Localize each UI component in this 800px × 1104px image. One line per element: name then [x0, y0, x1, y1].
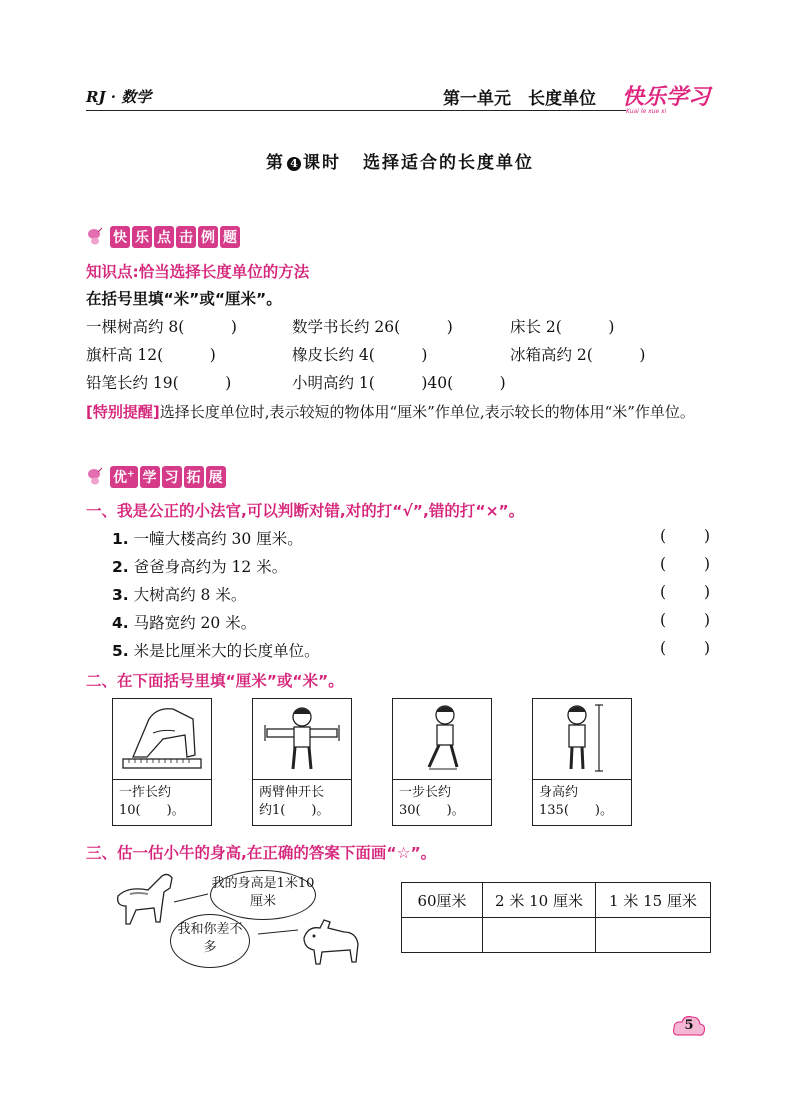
judge-text: 米是比厘米大的长度单位。 — [133, 642, 320, 660]
paren-close: ) — [703, 527, 710, 545]
picture-caption-line: 一步长约 — [399, 785, 452, 800]
header-subject: RJ · 数学 — [86, 88, 152, 106]
picture-caption-line: 30( )。 — [399, 803, 465, 818]
arm-span-illustration — [253, 699, 351, 780]
special-reminder-label: [特别提醒] — [86, 403, 160, 421]
picture-caption-line: 一拃长约 — [119, 785, 172, 800]
page-number-badge — [672, 1013, 706, 1039]
paren-open: ( — [660, 583, 667, 601]
judge-item — [112, 527, 303, 549]
judge-text: 大树高约 8 米。 — [133, 586, 247, 604]
horse-icon — [118, 874, 172, 924]
lesson-title — [0, 148, 800, 173]
picture-box-height — [532, 698, 632, 826]
banner-char — [110, 466, 138, 488]
knowledge-instruction: 在括号里填“米”或“厘米”。 — [86, 290, 282, 308]
lesson-number: 4 — [287, 157, 301, 171]
judge-item — [112, 583, 246, 605]
banner-char: 例 — [198, 226, 218, 248]
fill-item: 旗杆高 12( ) — [86, 346, 216, 364]
lesson-suffix: 课时 — [303, 153, 341, 173]
judge-item — [112, 555, 287, 577]
answer-paren[interactable] — [660, 639, 710, 657]
paren-open: ( — [660, 639, 667, 657]
picture-caption-line: 10( )。 — [119, 803, 185, 818]
answer-table — [401, 882, 711, 953]
star-answer-cell[interactable] — [402, 918, 483, 953]
paren-open: ( — [660, 527, 667, 545]
special-reminder — [86, 398, 726, 427]
judge-num: 2. — [112, 558, 129, 576]
special-reminder-text: 选择长度单位时,表示较短的物体用“厘米”作单位,表示较长的物体用“米”作单位。 — [159, 403, 695, 421]
section-3-title: 三、估一估小牛的身高,在正确的答案下面画“☆”。 — [86, 844, 437, 862]
picture-box-hand-span — [112, 698, 212, 826]
banner-char: 习 — [162, 466, 182, 488]
paren-close: ) — [703, 611, 710, 629]
banner-char: 击 — [176, 226, 196, 248]
answer-paren[interactable] — [660, 583, 710, 601]
banner-char: 乐 — [132, 226, 152, 248]
header-divider — [86, 110, 626, 111]
brand-logo: 快乐学习 — [622, 85, 711, 110]
picture-caption-line: 身高约 — [539, 785, 579, 800]
judge-item — [112, 611, 256, 633]
banner-examples — [86, 226, 242, 248]
answer-paren[interactable] — [660, 555, 710, 573]
header-unit-title: 第一单元 长度单位 — [443, 89, 596, 109]
answer-paren[interactable] — [660, 611, 710, 629]
banner-char: 题 — [220, 226, 240, 248]
picture-box-step — [392, 698, 492, 826]
fill-item: 一棵树高约 8( ) — [86, 318, 237, 336]
banner-char: 学 — [140, 466, 160, 488]
banner-char-text: 优 — [113, 470, 127, 486]
butterfly-icon — [86, 226, 108, 248]
judge-num: 5. — [112, 642, 129, 660]
judge-text: 马路宽约 20 米。 — [133, 614, 257, 632]
section-1-title: 一、我是公正的小法官,可以判断对错,对的打“√”,错的打“×”。 — [86, 502, 525, 520]
speech-bubble-cow: 我和你差不多 — [170, 914, 250, 968]
banner-char: 拓 — [184, 466, 204, 488]
picture-caption-line: 约1( )。 — [259, 803, 330, 818]
lesson-topic: 选择适合的长度单位 — [363, 153, 534, 173]
answer-paren[interactable] — [660, 527, 710, 545]
star-answer-cell[interactable] — [483, 918, 596, 953]
star-answer-cell[interactable] — [596, 918, 711, 953]
paren-open: ( — [660, 555, 667, 573]
judge-num: 4. — [112, 614, 129, 632]
judge-text: 一幢大楼高约 30 厘米。 — [133, 530, 303, 548]
banner-extension — [86, 466, 228, 488]
walking-step-illustration — [393, 699, 491, 780]
fill-item: 冰箱高约 2( ) — [510, 346, 646, 364]
butterfly-icon — [86, 466, 108, 488]
paren-open: ( — [660, 611, 667, 629]
picture-box-arm-span — [252, 698, 352, 826]
hand-span-illustration — [113, 699, 211, 780]
lesson-prefix: 第 — [266, 153, 285, 173]
table-row — [402, 918, 711, 953]
fill-item: 橡皮长约 4( ) — [292, 346, 428, 364]
banner-char: 展 — [206, 466, 226, 488]
brand-logo-subtitle: Kuai le xue xi — [626, 108, 667, 115]
section-2-title: 二、在下面括号里填“厘米”或“米”。 — [86, 672, 344, 690]
banner-sup: + — [127, 469, 135, 480]
speech-bubble-horse: 我的身高是1米10厘米 — [210, 870, 316, 920]
fill-item: 数学书长约 26( ) — [292, 318, 453, 336]
option-cell: 1 米 15 厘米 — [596, 883, 711, 918]
paren-close: ) — [703, 639, 710, 657]
judge-num: 1. — [112, 530, 129, 548]
banner-char: 快 — [110, 226, 130, 248]
fill-item: 床长 2( ) — [510, 318, 615, 336]
judge-num: 3. — [112, 586, 129, 604]
paren-close: ) — [703, 583, 710, 601]
fill-item: 铅笔长约 19( ) — [86, 374, 232, 392]
picture-caption-line: 135( )。 — [539, 803, 613, 818]
judge-item — [112, 639, 320, 661]
judge-text: 爸爸身高约为 12 米。 — [133, 558, 288, 576]
page-number: 5 — [684, 1018, 694, 1033]
fill-item: 小明高约 1( )40( ) — [292, 374, 506, 392]
body-height-illustration — [533, 699, 631, 780]
paren-close: ) — [703, 555, 710, 573]
picture-caption-line: 两臂伸开长 — [259, 785, 325, 800]
option-cell: 2 米 10 厘米 — [483, 883, 596, 918]
banner-char: 点 — [154, 226, 174, 248]
table-row — [402, 883, 711, 918]
cow-icon — [304, 920, 358, 964]
knowledge-point-title: 知识点:恰当选择长度单位的方法 — [86, 263, 310, 281]
option-cell: 60厘米 — [402, 883, 483, 918]
